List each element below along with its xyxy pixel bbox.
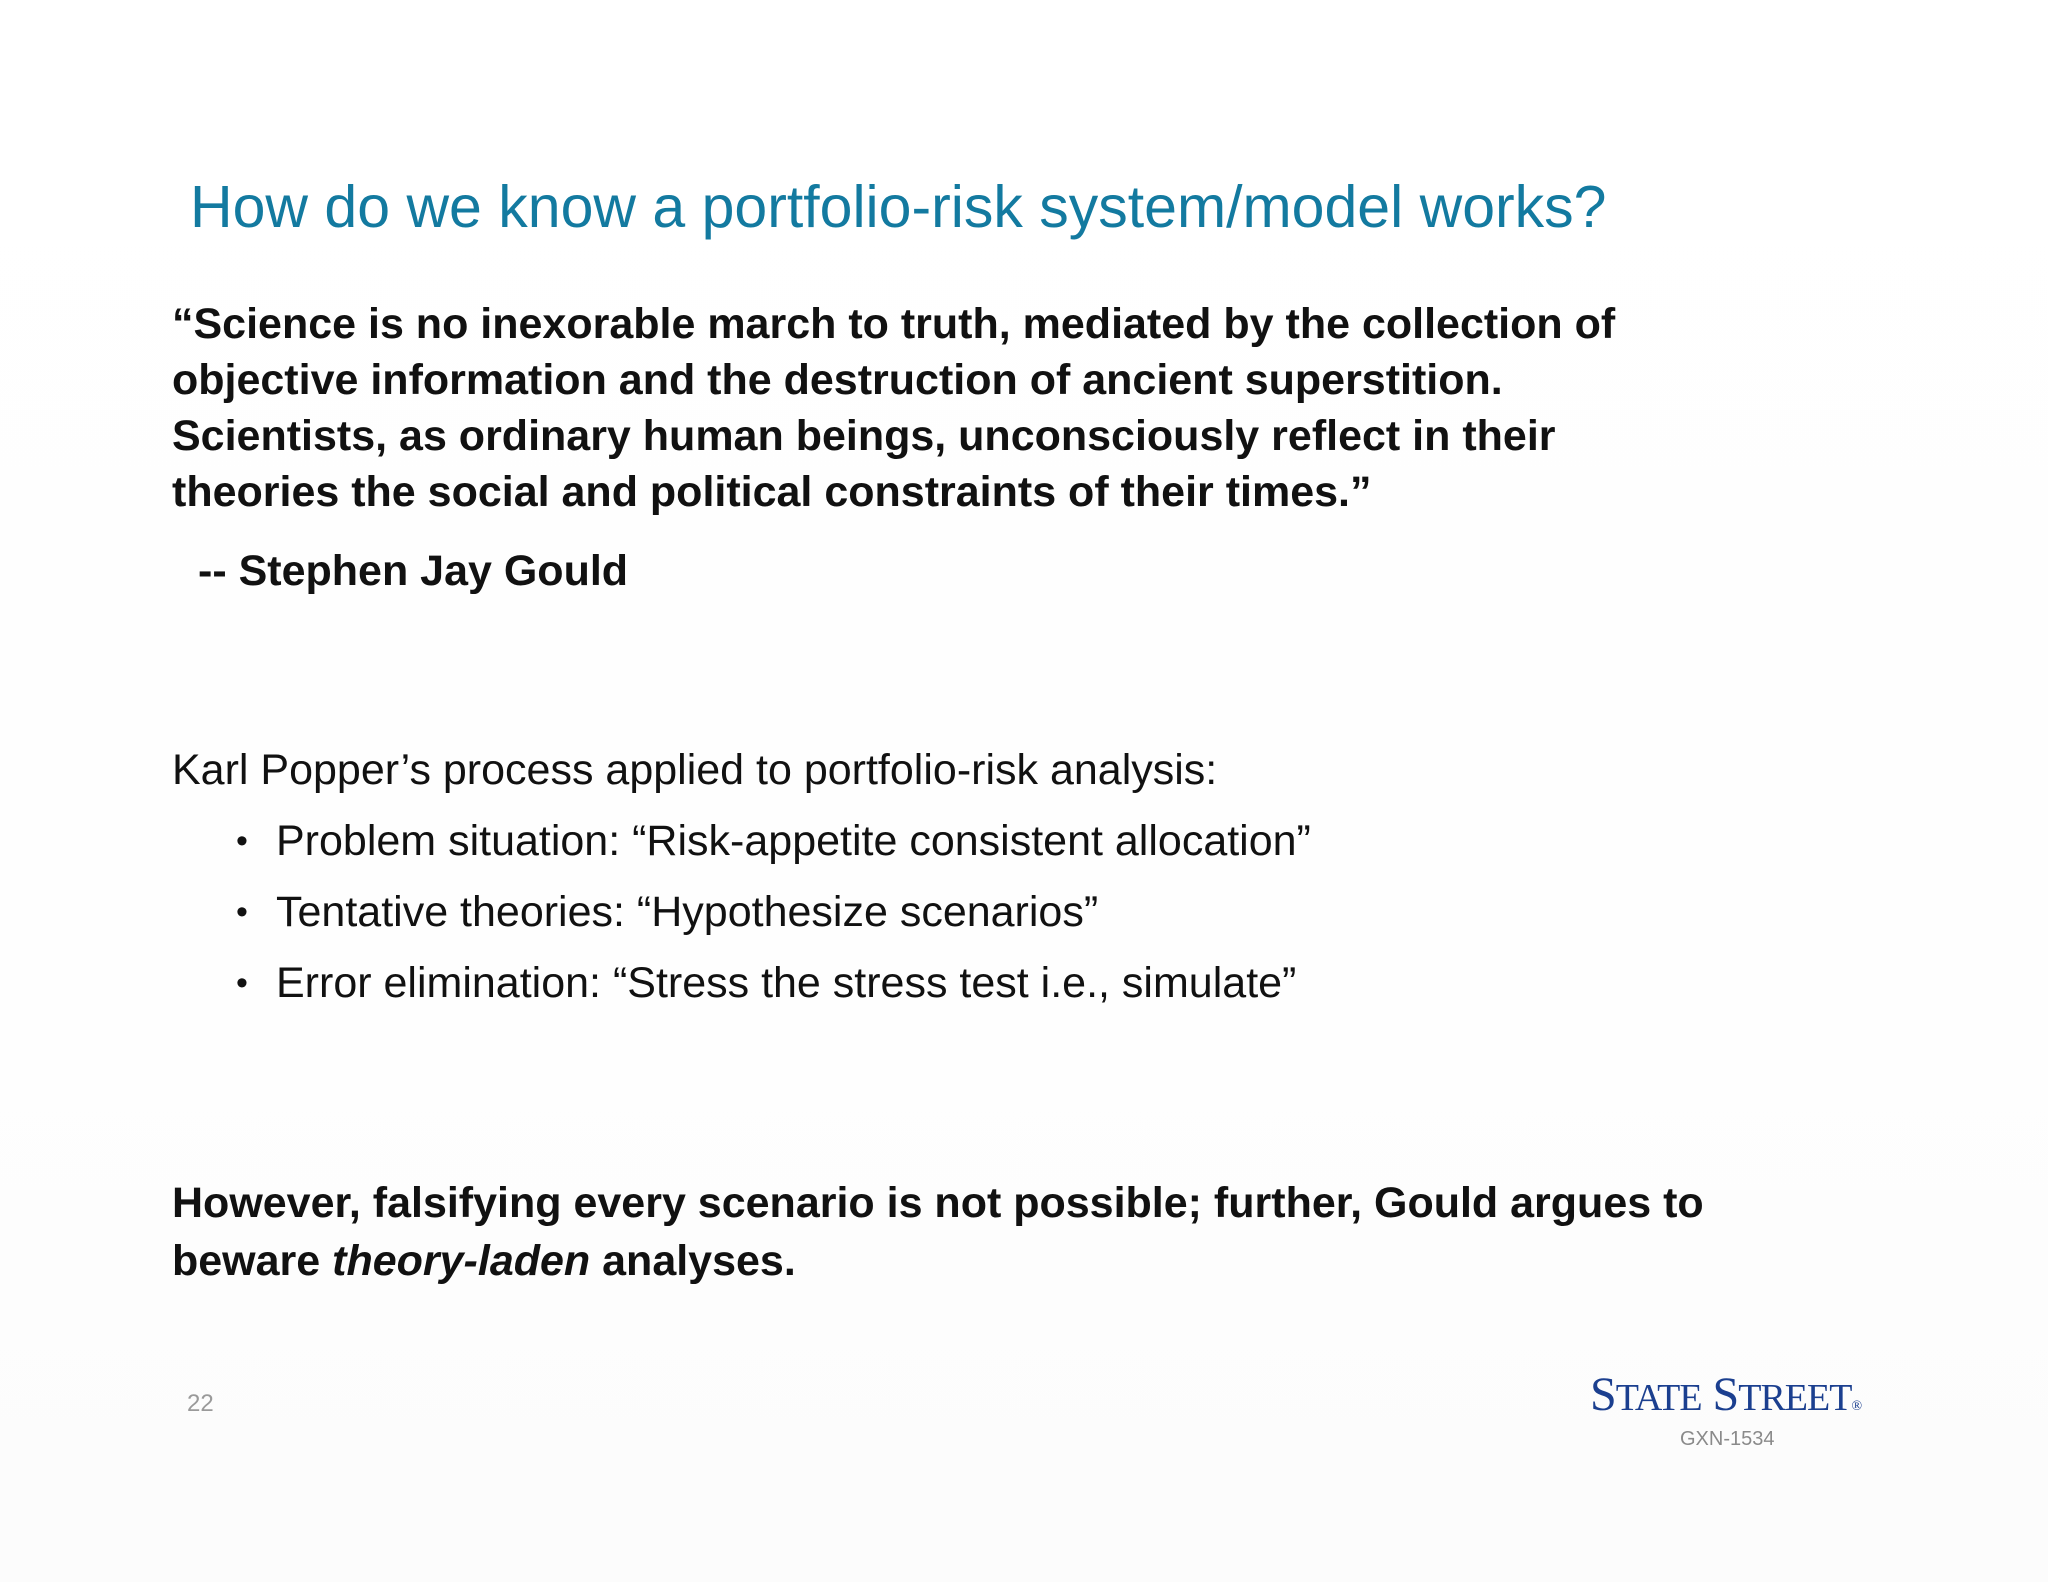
quote-attribution: -- Stephen Jay Gould [198, 547, 629, 595]
list-item-text: Tentative theories: “Hypothesize scenarios” [276, 888, 1099, 936]
gould-quote [172, 296, 1972, 520]
list-item [236, 955, 1311, 1026]
conclusion-text: analyses. [590, 1237, 796, 1285]
quote-line: theories the social and political constraints of their times.” [172, 468, 1372, 516]
document-code: GXN-1534 [1680, 1428, 1775, 1450]
conclusion-line: However, falsifying every scenario is not possible; further, Gould argues to [172, 1179, 1704, 1227]
logo-text: TREET [1738, 1377, 1852, 1419]
quote-line: “Science is no inexorable march to truth, mediated by the collection of [172, 300, 1616, 348]
list-item [236, 813, 1311, 884]
bullet-icon: • [236, 893, 248, 931]
list-item [236, 884, 1311, 955]
quote-line: objective information and the destruction of ancient superstition. [172, 356, 1503, 404]
slide-title: How do we know a portfolio-risk system/model works? [190, 174, 1607, 240]
quote-line: Scientists, as ordinary human beings, unconsciously reflect in their [172, 412, 1556, 460]
page-number: 22 [187, 1390, 214, 1417]
state-street-logo [1590, 1370, 1861, 1432]
conclusion-line [172, 1232, 1704, 1290]
conclusion-emphasis: theory-laden [332, 1237, 591, 1285]
logo-initial: S [1590, 1368, 1616, 1421]
bullet-icon: • [236, 964, 248, 1002]
registered-mark: ® [1851, 1399, 1862, 1414]
list-item-text: Problem situation: “Risk-appetite consistent allocation” [276, 817, 1311, 865]
bullet-icon: • [236, 822, 248, 860]
logo-initial: S [1712, 1368, 1739, 1421]
logo-text: TATE [1615, 1377, 1702, 1419]
conclusion-text: beware [172, 1237, 333, 1285]
conclusion [172, 1174, 1704, 1290]
popper-process-list [236, 813, 1311, 1026]
popper-intro: Karl Popper’s process applied to portfolio-risk analysis: [172, 746, 1218, 794]
list-item-text: Error elimination: “Stress the stress test i.e., simulate” [276, 959, 1297, 1007]
